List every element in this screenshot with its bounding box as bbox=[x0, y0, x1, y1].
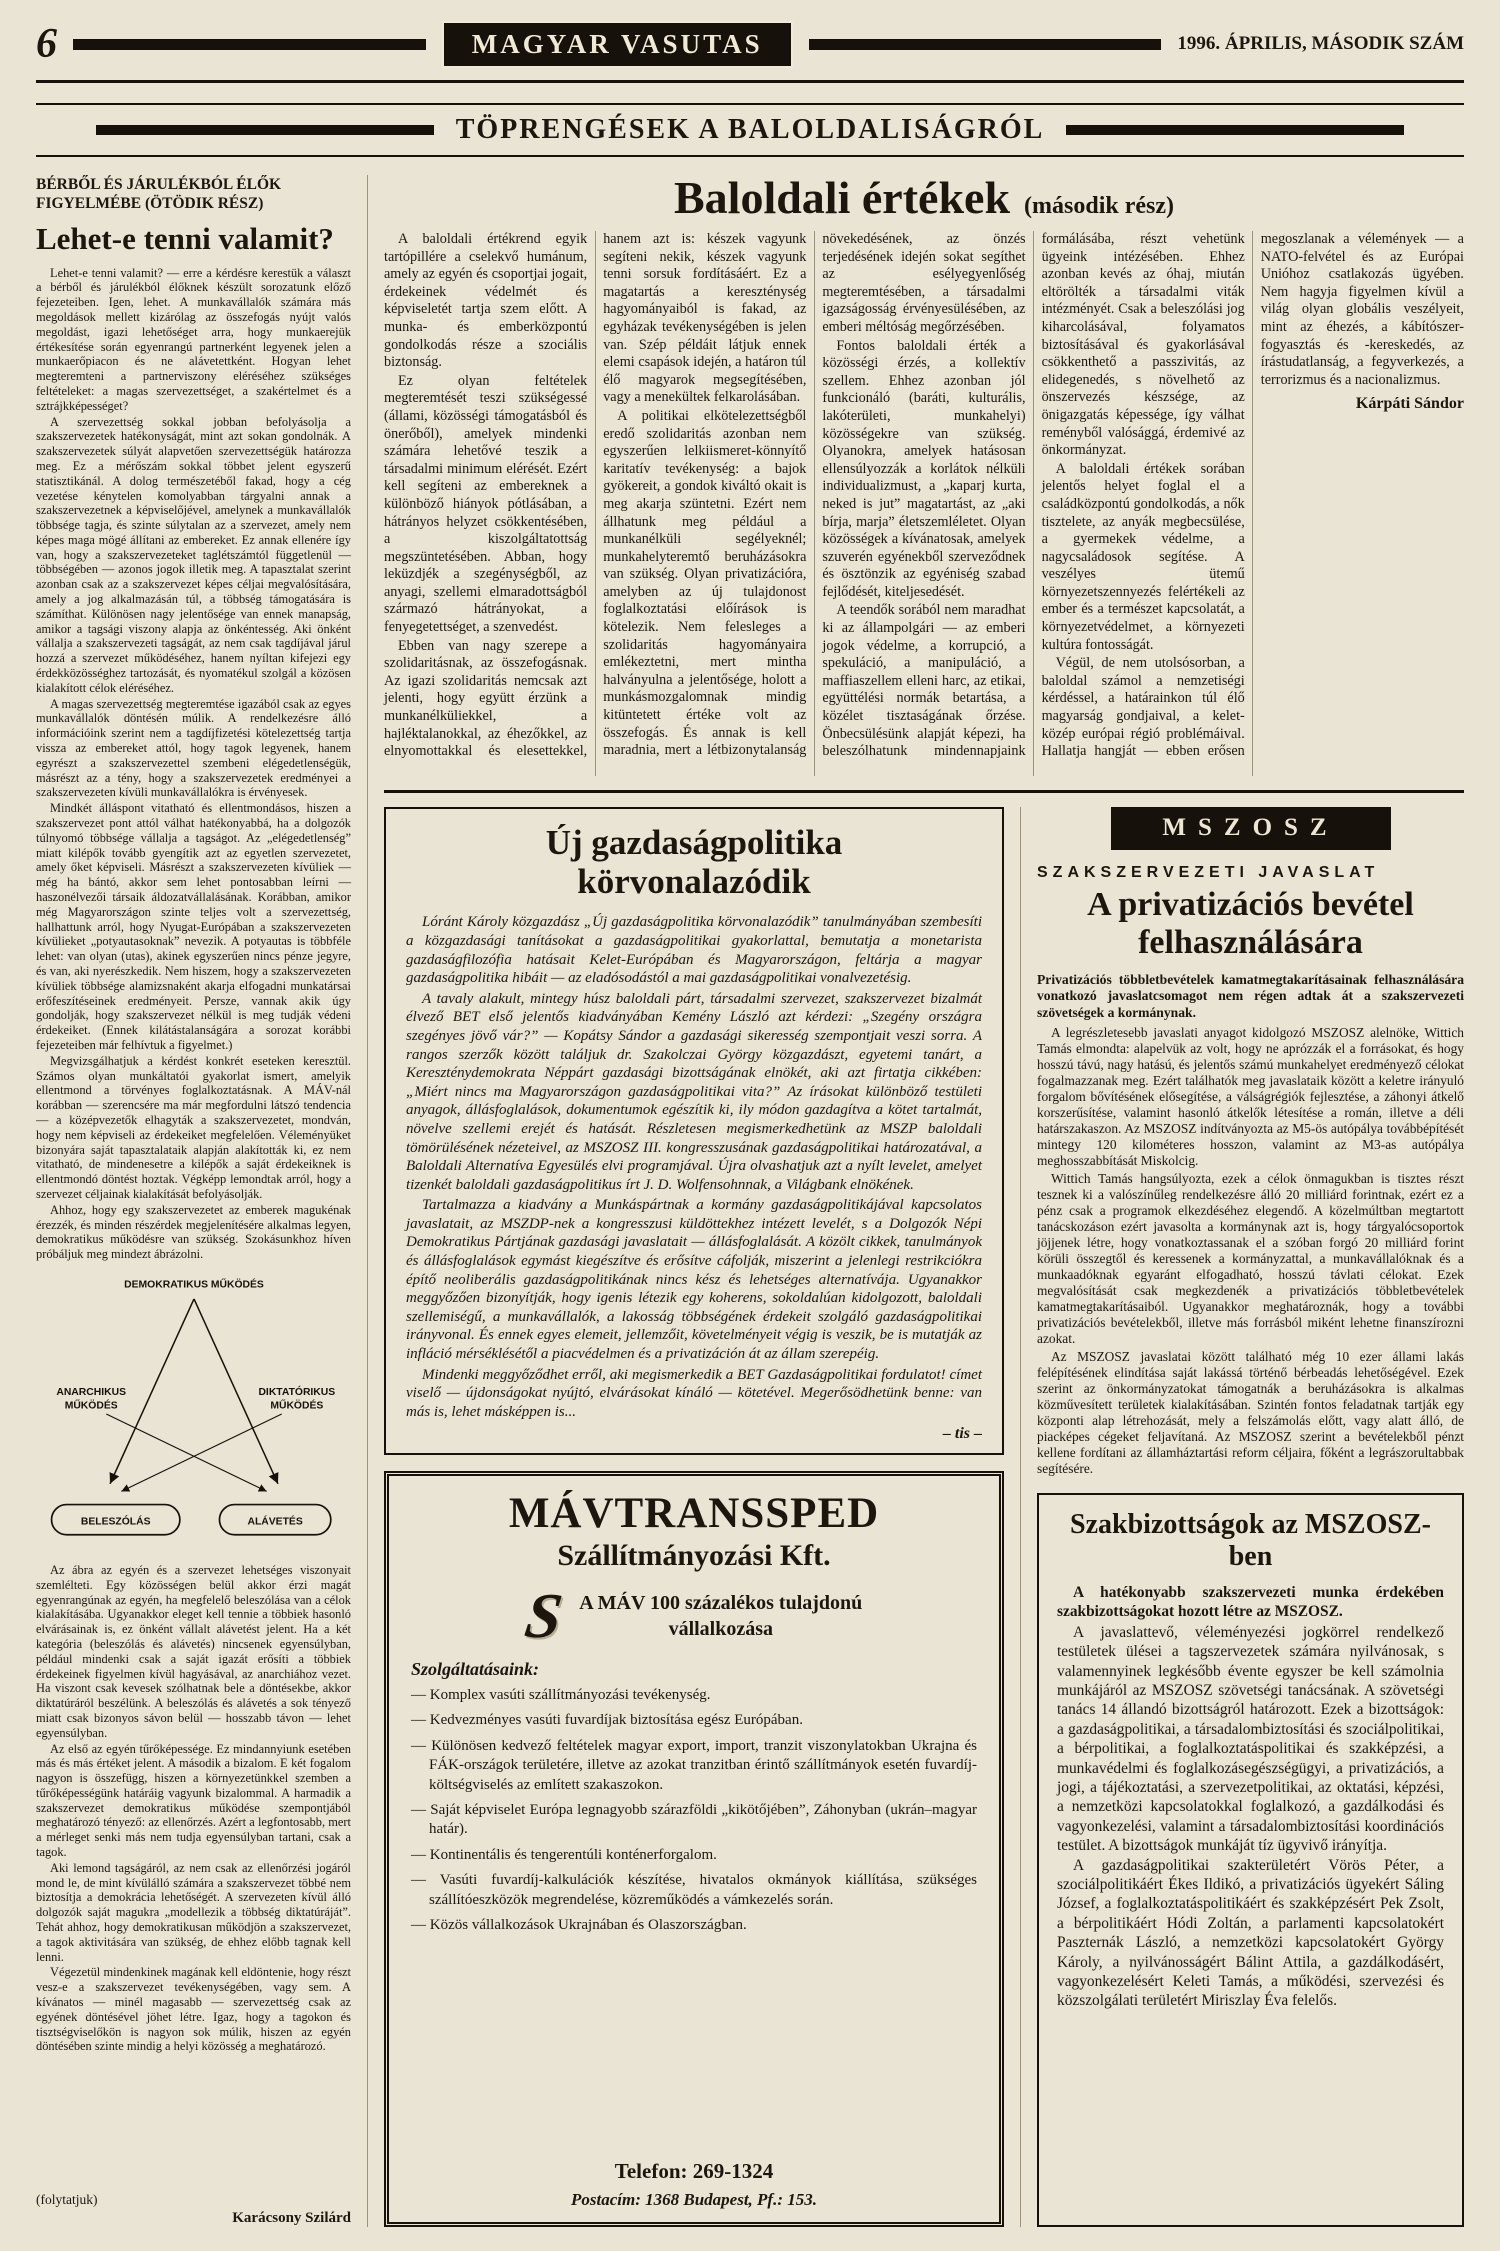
main-area bbox=[368, 175, 1464, 2227]
baloldali-body: A baloldali értékrend egyik tartópillére a cselekvő humánum, amely az egyén és csoportjai jogait, érdekeinek védelmét és képviseletét tartja szem előtt. A munka- és emberközpontú gondolkodás része a szociális biztonság. Ez olyan feltételek megteremtését teszi szükségessé (állami, közösségi támogatásból és önerőből), amelyek mindenki számára lehetővé teszik a társadalmi minimum elérését. Ezért kell segíteni az embereknek a különböző hiányok pótlásában, a hátrányos helyzet csökkentésében, a kiszolgáltatottság megszüntetésében. Abban, hogy leküzdjék a szegénységből, az anyagi, szellemi elmaradottságból származó hátrányokat, a fenyegetettséget, a szenvedést. Ebben van nagy szerepe a szolidaritásnak, az összefogásnak. Az igazi szolidaritás nemcsak azt jelenti, hogy együtt érzünk a munkanélküliekkel, a hajléktalanokkal, az éhezőkkel, az elnyomottakkal és elesettekkel, hanem azt is: készek vagyunk segíteni nekik, készek vagyunk tenni sorsuk fordításáért. Ez a magatartás a kereszténység hagyományaiból is fakad, az egyházak tevékenységében is jelen van. Szép példáit látjuk ennek elemi csapások idején, a határon túl élő magyarok megsegítésében, vagy a menekültek felkarolásában. A politikai elkötelezettségből eredő szolidaritás azonban nem egyszerűen lelkiismeret-könnyítő karitatív tevékenység: a bajok gyökereit, a gondok kiváltó okait is meg akarja szüntetni. Ezért nem állhatunk meg például a munkanélküli segélyeknél; munkahelyteremtő beruházásokra van szükség. Olyan privatizációra, amelyben az új tulajdonost foglalkoztatási előírások is kötelezik. Nem felesleges a szolidaritás hagyományaira emlékeztetni, mert mintha halványulna a jelentősége, holott a munkásmozgalomnak mindig kitüntetett értéke volt az összefogás. És annak is kell maradnia, mert a létbizonytalanság növekedésének, az önzés terjedésének idején sokat segíthet az esélyegyenlőség megteremtésében, a társadalmi igazságosság érvényesülésében, az emberi méltóság megőrzésében. Fontos baloldali érték a közösségi érzés, a kollektív szellem. Ehhez azonban jól funkcionáló (baráti, kulturális, lakóterületi, munkahelyi) közösségekre van szükség. Olyanokra, amelyek hatásosan ellensúlyozzák a korlátok nélküli individualizmust, a „kaparj kurta, neked is jut” magatartást, az „aki bírja, marja” életszemléletet. Olyan közösségek a kívánatosak, amelyek szuverén egyénekből szerveződnek és ösztönzik az egyéniség szabad fejlődését, kiteljesedését. A teendők sorából nem maradhat ki az állampolgári — az emberi jogok védelme, a korrupció, a spekuláció, a manipuláció, a maffiaszellem elleni harc, az etikai, együttélési normák betartása, a közélet tisztaságának őrzése. Önbecsülésünk alapját képezi, ha beleszólhatunk mindennapjaink formálásába, részt vehetünk ügyeink intézésében. Ehhez azonban kevés az óhaj, miután eltörölték a társadalmi viták intézményét. Csak a beleszólási jog kiharcolásával, folyamatos biztosításával és gyakorlásával csökkenthető a passzivitás, az elidegenedés, s növelhető az önszervezés készsége, az önigazgatás képessége, így válhat reményből valósággá, érdemivé az önkormányzat. A baloldali értékek sorában jelentős helyet foglal el a családközpontú gondolkodás, a nők tisztelete, az anyák megbecsülése, a gyermekek védelme, a nagycsaládosok segítése. A veszélyes ütemű környezetszennyezés felértékeli az ember és a természet kapcsolatát, a környezetvédelmet, a környezeti kultúra fontosságát. Végül, de nem utolsósorban, a baloldal számol a nemzetiségi kérdéssel, a határainkon túl élő magyarság gondjaival, a kelet-közép európai régió problémáival. Hallatja hangját — ebben erősen megoszlanak a vélemények — a NATO-felvétel és az Európai Unióhoz csatlakozás ügyében. Nem hagyja figyelmen kívül a világ olyan globális veszélyeit, mint az éhezés, a kábítószer-fogyasztás és -kereskedés, az írástudatlanság, a fegyverkezés, a terrorizmus és a nacionalizmus. bbox=[384, 231, 1464, 760]
article-baloldali-ertekek bbox=[384, 175, 1464, 776]
page-header bbox=[36, 16, 1464, 72]
mszosz-kicker: SZAKSZERVEZETI JAVASLAT bbox=[1037, 864, 1380, 881]
mavtranssped-logo-s-icon: S bbox=[520, 1580, 567, 1652]
diagram-cross-arrow-left bbox=[121, 1414, 281, 1491]
baloldali-columns bbox=[384, 231, 1464, 776]
mav-phone: Telefon: 269-1324 bbox=[614, 2159, 774, 2183]
uj-gazd-signature: – tis – bbox=[942, 1425, 982, 1443]
page-number: 6 bbox=[36, 21, 57, 67]
mav-title: MÁVTRANSSPED bbox=[508, 1490, 880, 1538]
mav-services-list: — Komplex vasúti szállítmányozási tevékenység. — Kedvezményes vasúti fuvardíjak biztosítása egész Európában. — Különösen kedvező feltételek magyar export, import, tranzit viszonylatokban Ukrajna és FÁK-országok területére, illetve az azokat tranzitban érintő szállítmányok esetén fuvardíj-költségviselés az említett szakaszokon. — Saját képviselet Európa legnagyobb szárazföldi „kikötőjében”, Záhonyban (ukrán–magyar határ). — Kontinentális és tengerentúli konténerforgalom. — Vasúti fuvardíj-kalkulációk készítése, hivatalos okmányok kiállítása, szükséges szállítóeszközök megrendelése, közreműködés a vámkezelés során. — Közös vállalkozások Ukrajnában és Olaszországban. bbox=[411, 1687, 977, 1934]
mav-ownership-line-1: A MÁV 100 százalékos tulajdonú bbox=[579, 1592, 863, 1615]
uj-gazd-title-line-2: körvonalazódik bbox=[577, 862, 811, 902]
kicker-line-1: BÉRBŐL ÉS JÁRULÉKBÓL ÉLŐK bbox=[36, 176, 282, 193]
banner-bar-right bbox=[1066, 125, 1404, 135]
mszosz-body: A legrészletesebb javaslati anyagot kidolgozó MSZOSZ alelnöke, Wittich Tamás elmondta: alapelvük az volt, hogy ne aprózzák el a forrásokat, és hogy hosszú távú, nagy hatású, és jelentős számú munkahelyet eredményező célokat fogalmazzanak meg. Ezért találhatók meg javaslataik között a keletre irányuló forgalom bővítésének elősegítése, a válságrégiók fejlesztése, a záhonyi átkelő korszerűsítése, valamint hasonló átkelők létesítése a román, illetve a déli határszakaszon. Az MSZOSZ indítványozta az M5-ös autópálya továbbépítését mintegy 120 kilométeres hosszon, valamint az M3-as autópálya meghosszabbítását Miskolcig. Wittich Tamás hangsúlyozta, ezek a célok önmagukban is tisztes részt tesznek ki a valószínűleg rendelkezésre álló 20 milliárd forintnak, ezért ez a pénz csak a programok elkezdéséhez elegendő. A közelmúltban megtartott tanácskozáson ezért javasolta a kormánynak azt is, hogy tárgyalócsoportok jöjjenek létre, hogy vonatkoztassanak el a szóban forgó 20 milliárd forint körüli összegtől és keressenek a kormányzattal, a munkavállalóknak és a munkaadóknak egyaránt elfogadható, hosszú távlati célokat. Ezek megvalósítását csak megkezdenék a privatizációs többletbevételek kamatmegtakarításaiból. Ugyanakkor meghatároznák, hogy a további privatizációs bevételekből, illetve más forrásból miként lehetne finanszírozni azokat. Az MSZOSZ javaslatai között található még 10 ezer állami lakás felépítésének elindítása saját lakássá történő bérbeadás lehetőségével. Ezek szerint az önkormányzatokat támogatnák a beruházásokra is alkalmas közművesített területek kialakításában. Szintén fontos feladatnak tartják egy központi alap létrehozását, mely a felszámolás előtt, vagy alatt álló, de piacképes cégeket feljavítaná. Az MSZOSZ szerint a bevételekből pénzt kellene fordítani az államháztartási reform céljaira, főként a legrászorultabbak segítésére. bbox=[1037, 1024, 1464, 1476]
mav-subtitle-kft: Szállítmányozási Kft. bbox=[557, 1539, 831, 1573]
article-kicker bbox=[36, 175, 351, 213]
baloldali-title: Baloldali értékek bbox=[673, 175, 1011, 223]
diagram-left-label-1: ANARCHIKUS bbox=[55, 1387, 126, 1399]
mszosz-title-line-2: felhasználására bbox=[1138, 924, 1363, 962]
szakbizottsagok-lead: A hatékonyabb szakszervezeti munka érdekében szakbizottságokat hozott létre az MSZOSZ. bbox=[1057, 1583, 1444, 1620]
mav-ownership-row bbox=[411, 1580, 977, 1652]
mszosz-title-line-1: A privatizációs bevétel bbox=[1087, 886, 1414, 923]
szakbizottsagok-title: Szakbizottságok az MSZOSZ-ben bbox=[1070, 1508, 1431, 1572]
page-content bbox=[36, 175, 1464, 2227]
kicker-line-2: FIGYELMÉBE (ÖTÖDIK RÉSZ) bbox=[36, 195, 264, 212]
header-rule-left bbox=[73, 39, 426, 50]
mszosz-lead: Privatizációs többletbevételek kamatmegtakarításainak felhasználására vonatkozó javaslatcsomagot nem régen adtak át a szakszervezeti szövetségek a kormánynak. bbox=[1037, 972, 1464, 1020]
banner-bar-left bbox=[96, 125, 434, 135]
baloldali-headline bbox=[384, 175, 1464, 221]
baloldali-byline: Kárpáti Sándor bbox=[1355, 395, 1464, 413]
uj-gazd-body: Lóránt Károly közgazdász „Új gazdaságpolitika körvonalazódik” tanulmányában szembesíti a közgazdasági tanításokat a gazdaságpolitikai gyakorlattal, bemutatja a monetarista gazdaságfilozófia hatásait Kelet-Európában és Magyarországon, feltárja a magyar gazdaságpolitika hibáit — az eladósodástól a mai gazdaságpolitikai vonalvezetésig. A tavaly alakult, mintegy húsz baloldali párt, társadalmi szervezet, szakszervezet bizalmát élvező BET első jelentős kiadványában Kemény László azt kérdezi: „Szegény országra szegényes jövő vár?” — Kopátsy Sándor a gazdasági sikeresség szempontjait veszi sorra. A rangos szerzők között találjuk dr. Szakolczai György közgazdászt, egyetemi tanárt, a Kereszténydemokrata Néppárt gazdasági bizottságának elnökét, aki azt firtatja cikkében: „Miért nincs ma Magyarországon gazdaságpolitikai vita?” Az írásokat különböző testületi anyagok, állásfoglalások, dokumentumok egészítik ki, ily módon gazdagítva a kötet tartalmát, növelve szellemi erejét és hatását. Részletesen megismerkedhetünk az MSZP baloldali tömörülésének nézeteivel, az MSZOSZ III. kongresszusának gazdaságpolitikai határozatával, a Baloldali Alternatíva Egyesülés elvi programjával. Újra olvashatjuk azt a nyílt levelet, amelyet tizenkét baloldali gazdaságpolitikus írt J. D. Wolfensohnnak, a Világbank elnökének. Tartalmazza a kiadvány a Munkáspártnak a kormány gazdaságpolitikájával kapcsolatos javaslatait, az MSZDP-nek a kongresszusi küldöttekhez intézett levelét, s a Dolgozók Népi Demokratikus Pártjának gazdasági javaslatait — állásfoglalását. A közölt cikkek, tanulmányok és állásfoglalások egymást kiegészítve és erősítve cáfolják, miszerint a jelenlegi restrikciókra építő neoliberális gazdaságpolitikának nincs kész és lehetséges alternatívája. Ugyanakkor meggyőzően bizonyítják, hogy igenis létezik egy koherens, sokoldalúan kidolgozott, baloldali szellemiségű, a munkavállalók, a lakosság többségének érdekeit szolgáló gazdaságpolitikai irányvonal. És ennek egyes elemeit, jellemzőit, követelményeit végig is veszik, be is mutatják az infláció mérséklésétől a piacvédelmen és a privatizáción át az állam szerepéig. Mindenki meggyőződhet erről, aki megismerkedik a BET Gazdaságpolitikai fordulatot! címet viselő — újdonságokat nyújtó, elvárásokat kínáló — kötetével. Megerősödhetünk benne: van más is, lehet másképpen is... bbox=[406, 914, 982, 1420]
article-body-bottom: Az ábra az egyén és a szervezet lehetséges viszonyait szemlélteti. Egy közösségen belül akkor érzi magát egyenrangúnak az egyén, ha megfelelő beleszólása van a célok kialakításába. Ugyanakkor eleget kell tennie a többiek hasonló elvárásainak is, ez önként vállalt alávetést jelent. Ha a két kategória (beleszólás és alávetés) nincsenek egyensúlyban, például mindenki csak a saját igazát erősíti a többiek érdekeinek figyelmen kívül hagyásával, az anarchiához vezet. Ha viszont csak kevesek szólhatnak bele a döntésekbe, akkor diktatúráról beszélünk. A beleszólás és alávetés a sok tényező miatt csak bizonyos sávon belül — hosszabb távon — lehet egyensúlyban. Az első az egyén tűrőképessége. Ez mindannyiunk esetében más és más értéket jelent. A második a bizalom. E két fogalom nagyon is összefügg, hiszen a környezetünkkel szemben a tűrőképességünk határáig vagyunk bizalommal. A harmadik a szakszervezet demokratikus működése szempontjából meghatározó tényező: az ellenőrzés. Azért a legfontosabb, mert a mérleget senki más nem tudja egyensúlyban tartani, csak a tagok. Aki lemond tagságáról, az nem csak az ellenőrzési jogáról mond le, de mint kívülálló számára a szakszervezet többé nem biztosítja a demokrácia lehetőségét. A szervezeten kívül álló dolgozók saját magukra „modellezik a többség diktatúráját”. Tehát ahhoz, hogy demokratikusan működjön a szakszervezet, a tagok aktivitására van szükség, de ehhez előbb tagnak kell lenni. Végezetül mindenkinek magának kell eldöntenie, hogy részt vesz-e a szakszervezet tevékenységében, vagy sem. A kívánatos — minél magasabb — szervezettség csak az egyének döntésével jöhet létre. Igaz, hogy a tagokon és tisztségviselőkön is nagyon sok múlik, hiszen az egyén döntésében szinte mindig a helyi közösség a meghatározó. bbox=[36, 1562, 351, 2054]
diagram-right-label-1: DIKTATÓRIKUS bbox=[257, 1387, 335, 1399]
issue-date: 1996. ÁPRILIS, MÁSODIK SZÁM bbox=[1177, 33, 1465, 54]
article-privatizacios-bevetel bbox=[1037, 807, 1464, 1479]
masthead-title: MAGYAR VASUTAS bbox=[442, 21, 793, 68]
article-szakbizottsagok bbox=[1037, 1493, 1464, 2227]
article-lehet-e-tenni bbox=[36, 175, 368, 2227]
section-title: TÖPRENGÉSEK A BALOLDALISÁGRÓL bbox=[455, 114, 1045, 145]
header-rule-right bbox=[809, 39, 1162, 50]
header-divider bbox=[36, 80, 1464, 83]
diagram-box-left-label: BELESZÓLÁS bbox=[80, 1516, 151, 1528]
continuation-note: (folytatjuk) bbox=[36, 2192, 98, 2207]
mszosz-article-title bbox=[1037, 886, 1464, 962]
diagram-top-label: DEMOKRATIKUS MŰKÖDÉS bbox=[123, 1279, 264, 1291]
article-footer bbox=[36, 2192, 351, 2227]
diagram-right-label-2: MŰKÖDÉS bbox=[269, 1400, 323, 1412]
mav-ownership-line-2: vállalkozása bbox=[668, 1618, 774, 1641]
uj-gazd-title-line-1: Új gazdaságpolitika bbox=[545, 823, 843, 862]
article-uj-gazdasagpolitika bbox=[384, 807, 1004, 1455]
diagram-box-right-label: ALÁVETÉS bbox=[246, 1516, 303, 1528]
mszosz-banner: MSZOSZ bbox=[1111, 807, 1391, 850]
szakbizottsagok-body: A javaslattevő, véleményezési jogkörrel rendelkező testületek ülései a tagszervezetek számára nyilvánosak, s valamennyinek legkésőbb évente egyszer be kell számolnia munkájáról az MSZOSZ szövetségi tanácsának. A szövetségi tanács 14 állandó bizottságról határozott. Ezek a bizottságok: a gazdaságpolitikai, a társadalombiztosítási és szociálpolitikai, a bérpolitikai, a foglalkoztatáspolitikai és szakképzési, a munkavédelmi és foglalkozásegészségügyi, a privatizációs, a jogi, a tájékoztatási, a szervezetpolitikai, az oktatási, képzési, a nemzetközi kapcsolatokkal foglalkozó, a gazdálkodási és vagyonkezelési, valamint a társadalombiztosítási koordinációs testület. A bizottságok munkáját tíz ügyvivő irányítja. A gazdaságpolitikai szakterületért Vörös Péter, a szociálpolitikáért Ékes Ildikó, a privatizációs ügyekért Sáling József, a foglalkoztatáspolitikáért és szakképzésért Pek Zsolt, a bérpolitikáért Hódi Zoltán, a parlamenti kapcsolatokért Paszternák László, a nemzetközi kapcsolatokért György Károly, a nyilvánosságért Bálint Attila, a gazdálkodásért, vagyonkezelésért Keleti Tamás, a működési, szervezési és közszolgálati területért Miriszlay Éva felelős. bbox=[1057, 1623, 1444, 2010]
lower-band bbox=[384, 790, 1464, 2227]
advert-mavtranssped bbox=[384, 1471, 1004, 2227]
section-banner bbox=[36, 103, 1464, 157]
right-column bbox=[1020, 807, 1464, 2227]
baloldali-subtitle: (második rész) bbox=[1024, 193, 1175, 219]
diagram-left-label-2: MŰKÖDÉS bbox=[64, 1400, 118, 1412]
mav-address: Postacím: 1368 Budapest, Pf.: 153. bbox=[570, 2190, 817, 2209]
uj-gazd-title bbox=[406, 823, 982, 901]
mav-services-label: Szolgáltatásaink: bbox=[411, 1659, 540, 1679]
article-title: Lehet-e tenni valamit? bbox=[36, 221, 334, 256]
middle-column bbox=[384, 807, 1020, 2227]
mav-ownership-text bbox=[579, 1590, 862, 1642]
article-body-top: Lehet-e tenni valamit? — erre a kérdésre kerestük a választ a bérből és járulékból élőknek készült sorozatunk előző fejezeteiben. Igen, lehet. A munkavállalók számára más megoldások mellett kizárólag az összefogás nyújt valós megoldást, igazi lehetőséget arra, hogy munkaerejük értékesítése során egyenrangú partnerként legyenek jelen a munkaerőpiacon és ne alávetettként. Hogyan lehet megteremteni a partnerviszony eléréséhez szükséges feltételeket: a magas szervezettséget, a szakértelmet és a sztrájkképességet? A szervezettség sokkal jobban befolyásolja a szakszervezetek hatékonyságát, mint azt sokan gondolnák. A szakszervezetek súlyát alapvetően szervezettségük határozza meg. Ez a mérőszám sokkal többet jelent egyszerű statisztikánál. A dolog természetéből fakad, hogy a cég vezetése kénytelen komolyabban tárgyalni annak a szakszervezetnek a képviselőjével, amelynek a munkavállalók többsége tagja, és szinte súlytalan az a szervezet, amely nem képes maga mögé állítani az embereket. Ez annak ellenére így van, hogy a szakszervezeteket taglétszámtól függetlenül — többségében — azonos jogok illetik meg. A tapasztalat szerint azonban csak az a szakszervezet képes céljai megvalósítására, amely a jog alkalmazásán túl, a többség támogatására is számíthat. Különösen nagy jelentősége van ennek manapság, amikor a tagsági viszony alapja az önkéntesség. Aki önként vállalja a szakszervezeti tagságát, az nem csak tagdíjával járul hozzá a szervezet működéséhez, hanem nyíltan kifejezi egy érdekközösséghez tartozását, és nyomatékul szolgál a közösen kialakított célok eléréséhez. A magas szervezettség megteremtése igazából csak az egyes munkavállalók döntésén múlik. A rendelkezésre álló információink szerint nem a tagdíjfizetési kötelezettség tartja vissza az embereket attól, hogy tagok legyenek, hanem egyrészt a szakszervezettel szembeni elégedetlenségük, másrészt az a tény, hogy a szakszervezetek eredményei a szakszervezeten kívüli munkavállalókra is érvényesek. Mindkét álláspont vitatható és ellentmondásos, hiszen a szakszervezet pont attól válhat hatékonyabbá, ha a dolgozók túlnyomó többsége vállalja a tagságot. Az „elégedetlenség” miatt kilépők tovább gyengítik azt az egyetlen szervezetet, amely őket képviseli. Másrészt a szakszervezeten kívüliek — még ha bántó, akkor sem lehet pontosabban leírni — haszonélvezői társaik áldozatvállalásának. Korábban, amikor még Magyarországon szinte teljes volt a szervezettség, hallhattunk arról, hogy Nyugat-Európában a szakszervezeten kívülieket „potyautasoknak” nevezik. A potyautas is többféle lehet: van olyan (utas), akinek egyszerűen nincs pénze jegyre, és van, aki nyerészkedik. Nem hiszem, hogy a szakszervezeten kívüliek többsége alamizsnaként akarja elfogadni munkatársai erőfeszítéseinek eredményeit. Persze, vannak akik úgy gondolják, hogy szakszervezet nélkül is meg tudják védeni érdekeiket. (Ennek kilátástalanságára a sorozat korábbi fejezeteiben már felhívtuk a figyelmet.) Megvizsgálhatjuk a kérdést konkrét eseteken keresztül. Számos olyan munkáltatói gyakorlat ismert, amelyik ellentmond a törvényes foglalkoztatásnak. A MÁV-nál korábban — szerencsére ma már megfordulni látszó tendencia — a középvezetők elhagyták a szakszervezetet, mondván, hogy nem képviseli az érdekeiket megfelelően. Véleményüket bizonyára saját tapasztalataik alapján alakították ki, ez nem vitatható, de mindenesetre a kilépők a saját érdekeiknek is ellentmondó döntést hoztak. Végképp lemondtak arról, hogy a szervezet céljainak kialakítását befolyásolják. Ahhoz, hogy egy szakszervezetet az emberek magukénak érezzék, és minden részérdek megjelenítésére alkalmas legyen, demokratikus működésre van szükség. Szokásunkhoz híven próbáljuk meg mindezt ábrázolni. bbox=[36, 265, 351, 1262]
diagram-cross-arrow-right bbox=[106, 1414, 266, 1491]
author-byline: Karácsony Szilárd bbox=[232, 2210, 351, 2226]
democracy-diagram bbox=[44, 1271, 344, 1557]
